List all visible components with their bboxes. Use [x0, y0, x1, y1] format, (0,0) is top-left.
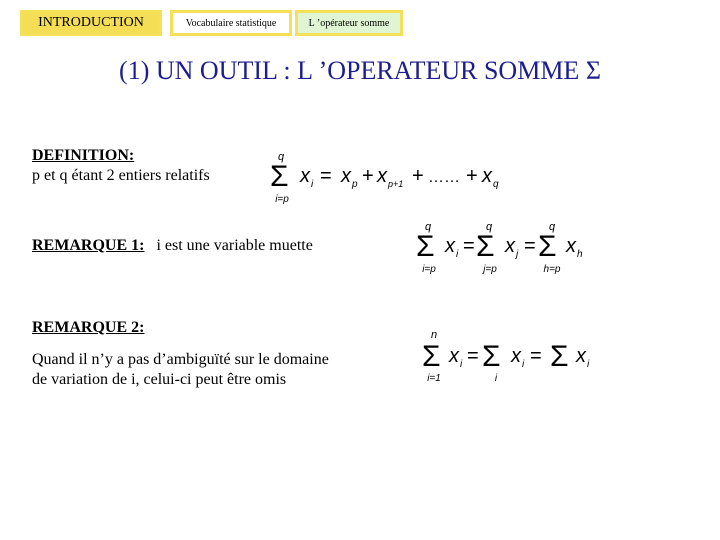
remarque2-heading: REMARQUE 2: [32, 319, 145, 336]
x-subscript: i [460, 359, 463, 370]
sum-upper-bound: n [430, 329, 438, 341]
sum-lower-bound: j=p [483, 264, 497, 275]
equals-sign: = [467, 345, 479, 367]
tab-introduction-label: INTRODUCTION [38, 15, 144, 30]
equals-sign: = [524, 235, 536, 257]
tab-introduction[interactable] [20, 10, 162, 36]
equals-sign: = [320, 165, 332, 187]
tab-operateur-somme[interactable] [295, 10, 403, 36]
sigma-symbol: Σ [538, 230, 557, 263]
remarque2-block [32, 318, 144, 338]
plus-sign: + [412, 165, 424, 187]
sum-upper-bound: q [277, 151, 285, 163]
plus-sign: + [466, 165, 478, 187]
x-subscript: i [522, 359, 525, 370]
term-xp: x [341, 165, 351, 187]
sigma-symbol: Σ [270, 160, 289, 193]
tab-vocabulaire-statistique[interactable] [170, 10, 292, 36]
equals-sign: = [530, 345, 542, 367]
sum-lower-bound: i=p [275, 194, 289, 205]
sum-upper-bound: q [485, 221, 493, 233]
x-subscript: i [456, 249, 459, 260]
x-subscript: i [587, 359, 590, 370]
x-variable: x [449, 345, 459, 367]
x-variable: x [300, 165, 310, 187]
sigma-symbol: Σ [416, 230, 435, 263]
sum-lower-bound: i=p [422, 264, 436, 275]
term-xp1-subscript: p+1 [388, 179, 404, 189]
x-variable: x [576, 345, 586, 367]
x-variable: x [566, 235, 576, 257]
term-xp-subscript: p [352, 179, 358, 190]
term-xq-subscript: q [493, 179, 499, 190]
definition-heading: DEFINITION: [32, 147, 135, 164]
remarque1-text: i est une variable muette [156, 237, 313, 254]
remarque1-heading: REMARQUE 1: [32, 237, 145, 254]
x-subscript: h [577, 249, 583, 260]
equals-sign: = [463, 235, 475, 257]
ellipsis: …… [428, 169, 460, 186]
remarque1-formula [414, 220, 583, 276]
definition-formula [268, 150, 508, 206]
tab-operateur-label: L ’opérateur somme [308, 17, 390, 29]
plus-sign: + [362, 165, 374, 187]
sigma-symbol: Σ [422, 340, 441, 373]
remarque1-block [32, 236, 313, 256]
remarque2-formula [422, 328, 602, 386]
tab-vocabulaire-label: Vocabulaire statistique [185, 17, 277, 29]
definition-text: p et q étant 2 entiers relatifs [32, 167, 210, 184]
sigma-symbol: Σ [550, 340, 569, 373]
sigma-symbol: Σ [482, 340, 501, 373]
sigma-symbol: Σ [476, 230, 495, 263]
page-title: (1) UN OUTIL : L ’OPERATEUR SOMME Σ [119, 56, 601, 85]
x-variable: x [445, 235, 455, 257]
term-xq: x [482, 165, 492, 187]
x-variable: x [505, 235, 515, 257]
remarque2-text [32, 350, 329, 390]
term-xp1: x [377, 165, 387, 187]
sum-upper-bound: q [548, 221, 556, 233]
x-variable: x [511, 345, 521, 367]
remarque2-line1: Quand il n’y a pas d’ambiguïté sur le domaine [32, 351, 329, 368]
x-subscript: j [516, 249, 519, 260]
sum-lower-bound: h=p [543, 264, 561, 275]
remarque2-line2: de variation de i, celui-ci peut être omis [32, 371, 287, 388]
definition-block [32, 146, 210, 186]
sum-lower-bound: i [494, 373, 498, 384]
sum-upper-bound: q [424, 221, 432, 233]
x-subscript: i [311, 179, 314, 190]
sum-lower-bound: i=1 [427, 373, 441, 384]
